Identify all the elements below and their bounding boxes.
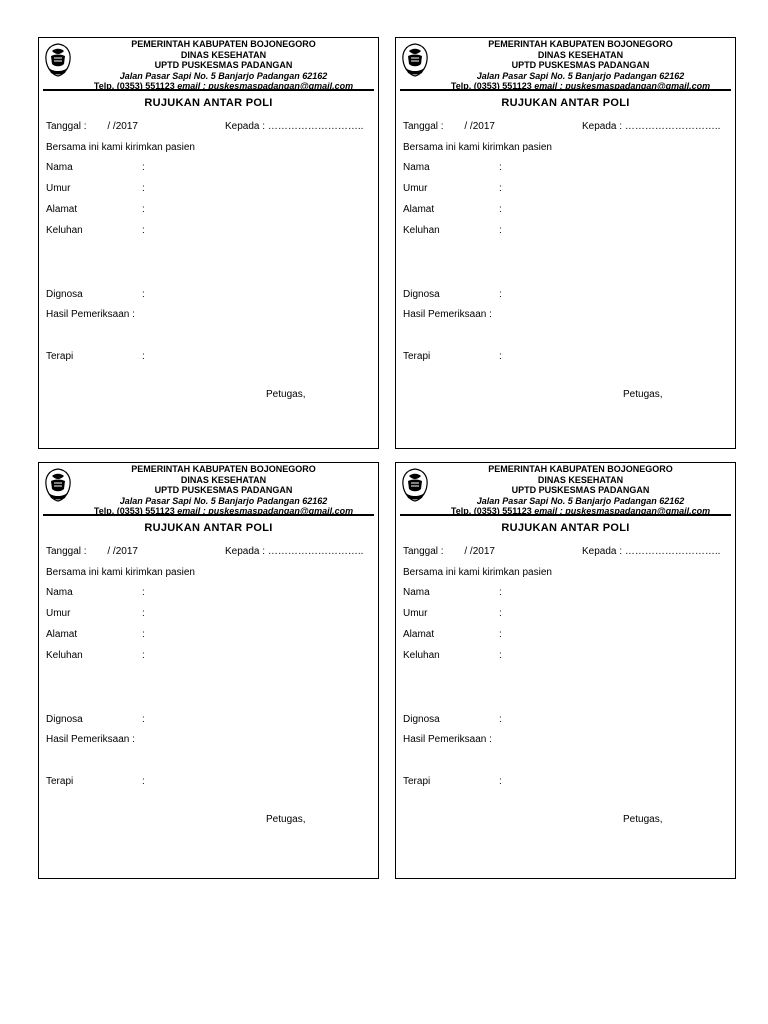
regency-emblem-icon <box>43 42 73 78</box>
letterhead-line-3: UPTD PUSKESMAS PADANGAN <box>154 485 293 495</box>
umur-label: Umur <box>403 183 428 194</box>
letterhead <box>430 464 731 517</box>
kepada-field[interactable]: Kepada : ……………………….. <box>582 121 721 132</box>
dignosa-row <box>46 714 145 725</box>
nama-colon: : <box>499 162 502 173</box>
umur-label: Umur <box>403 608 428 619</box>
keluhan-colon: : <box>142 225 145 236</box>
letterhead <box>73 464 374 517</box>
kepada-field[interactable]: Kepada : ……………………….. <box>225 121 364 132</box>
umur-row <box>46 608 145 619</box>
terapi-colon: : <box>142 351 145 362</box>
kepada-field[interactable]: Kepada : ……………………….. <box>582 546 721 557</box>
letterhead-line-2: DINAS KESEHATAN <box>537 474 624 485</box>
keluhan-row <box>46 225 145 236</box>
dignosa-label: Dignosa <box>403 714 440 725</box>
referral-form-top-right <box>395 37 736 449</box>
email-link[interactable]: puskesmaspadangan@gmail.com <box>208 506 354 516</box>
header-divider <box>43 514 374 516</box>
header-divider <box>400 89 731 91</box>
form-title: RUJUKAN ANTAR POLI <box>501 97 630 109</box>
dignosa-row <box>46 289 145 300</box>
dignosa-colon: : <box>499 289 502 300</box>
intro-text: Bersama ini kami kirimkan pasien <box>403 567 552 578</box>
tanggal-value[interactable]: / /2017 <box>464 546 495 557</box>
umur-label: Umur <box>46 183 71 194</box>
phone-text: Telp. (0353) 551123 <box>93 81 175 91</box>
terapi-label: Terapi <box>46 776 74 787</box>
letterhead-line-1: PEMERINTAH KABUPATEN BOJONEGORO <box>131 464 316 474</box>
terapi-row <box>46 776 145 787</box>
email-link[interactable]: puskesmaspadangan@gmail.com <box>565 506 711 516</box>
dignosa-label: Dignosa <box>46 714 83 725</box>
keluhan-colon: : <box>499 650 502 661</box>
referral-form-bottom-right <box>395 462 736 879</box>
keluhan-colon: : <box>499 225 502 236</box>
letterhead <box>73 39 374 92</box>
alamat-colon: : <box>499 204 502 215</box>
umur-label: Umur <box>46 608 71 619</box>
letterhead-line-3: UPTD PUSKESMAS PADANGAN <box>511 60 650 70</box>
regency-emblem-icon <box>400 42 430 78</box>
form-title: RUJUKAN ANTAR POLI <box>144 522 273 534</box>
umur-row <box>403 608 502 619</box>
tanggal-label: Tanggal : <box>46 121 87 132</box>
tanggal-row <box>46 121 138 132</box>
intro-text: Bersama ini kami kirimkan pasien <box>46 142 195 153</box>
alamat-row <box>46 629 145 640</box>
email-label: email : <box>177 506 206 516</box>
regency-emblem-icon <box>43 467 73 503</box>
nama-row <box>403 162 502 173</box>
tanggal-label: Tanggal : <box>46 546 87 557</box>
terapi-row <box>403 351 502 362</box>
tanggal-value[interactable]: / /2017 <box>107 546 138 557</box>
email-label: email : <box>177 81 206 91</box>
letterhead-line-3: UPTD PUSKESMAS PADANGAN <box>511 485 650 495</box>
terapi-colon: : <box>142 776 145 787</box>
dignosa-colon: : <box>142 289 145 300</box>
email-link[interactable]: puskesmaspadangan@gmail.com <box>565 81 711 91</box>
referral-form-bottom-left <box>38 462 379 879</box>
umur-colon: : <box>499 608 502 619</box>
nama-row <box>403 587 502 598</box>
header-divider <box>43 89 374 91</box>
alamat-colon: : <box>142 629 145 640</box>
keluhan-label: Keluhan <box>403 225 440 236</box>
alamat-label: Alamat <box>46 629 78 640</box>
tanggal-value[interactable]: / /2017 <box>464 121 495 132</box>
terapi-label: Terapi <box>46 351 74 362</box>
terapi-row <box>46 351 145 362</box>
petugas-signature-label: Petugas, <box>623 389 663 400</box>
phone-text: Telp. (0353) 551123 <box>450 81 532 91</box>
email-label: email : <box>534 81 563 91</box>
keluhan-row <box>403 650 502 661</box>
email-link[interactable]: puskesmaspadangan@gmail.com <box>208 81 354 91</box>
terapi-colon: : <box>499 776 502 787</box>
terapi-colon: : <box>499 351 502 362</box>
dignosa-row <box>403 289 502 300</box>
tanggal-row <box>403 546 495 557</box>
tanggal-label: Tanggal : <box>403 546 444 557</box>
hasil-pemeriksaan-row: Hasil Pemeriksaan : <box>403 734 492 745</box>
umur-colon: : <box>499 183 502 194</box>
hasil-pemeriksaan-row: Hasil Pemeriksaan : <box>403 309 492 320</box>
letterhead-address: Jalan Pasar Sapi No. 5 Banjarjo Padangan 62162 <box>119 495 328 506</box>
keluhan-colon: : <box>142 650 145 661</box>
nama-row <box>46 162 145 173</box>
keluhan-label: Keluhan <box>46 650 83 661</box>
phone-text: Telp. (0353) 551123 <box>450 506 532 516</box>
hasil-pemeriksaan-row: Hasil Pemeriksaan : <box>46 734 135 745</box>
alamat-row <box>46 204 145 215</box>
nama-label: Nama <box>403 587 430 598</box>
umur-colon: : <box>142 608 145 619</box>
form-title: RUJUKAN ANTAR POLI <box>144 97 273 109</box>
letterhead-line-1: PEMERINTAH KABUPATEN BOJONEGORO <box>488 39 673 49</box>
regency-emblem-icon <box>400 467 430 503</box>
letterhead-address: Jalan Pasar Sapi No. 5 Banjarjo Padangan 62162 <box>119 70 328 81</box>
nama-label: Nama <box>403 162 430 173</box>
nama-colon: : <box>142 587 145 598</box>
letterhead-line-1: PEMERINTAH KABUPATEN BOJONEGORO <box>488 464 673 474</box>
alamat-label: Alamat <box>403 629 435 640</box>
dignosa-label: Dignosa <box>46 289 83 300</box>
dignosa-colon: : <box>142 714 145 725</box>
form-title: RUJUKAN ANTAR POLI <box>501 522 630 534</box>
petugas-signature-label: Petugas, <box>266 814 306 825</box>
letterhead-line-2: DINAS KESEHATAN <box>180 474 267 485</box>
keluhan-row <box>403 225 502 236</box>
kepada-field[interactable]: Kepada : ……………………….. <box>225 546 364 557</box>
letterhead-line-1: PEMERINTAH KABUPATEN BOJONEGORO <box>131 39 316 49</box>
nama-colon: : <box>142 162 145 173</box>
nama-label: Nama <box>46 587 73 598</box>
umur-row <box>46 183 145 194</box>
phone-text: Telp. (0353) 551123 <box>93 506 175 516</box>
alamat-row <box>403 204 502 215</box>
umur-row <box>403 183 502 194</box>
header-divider <box>400 514 731 516</box>
tanggal-row <box>403 121 495 132</box>
petugas-signature-label: Petugas, <box>623 814 663 825</box>
alamat-label: Alamat <box>46 204 78 215</box>
tanggal-label: Tanggal : <box>403 121 444 132</box>
terapi-row <box>403 776 502 787</box>
petugas-signature-label: Petugas, <box>266 389 306 400</box>
dignosa-label: Dignosa <box>403 289 440 300</box>
tanggal-value[interactable]: / /2017 <box>107 121 138 132</box>
alamat-colon: : <box>499 629 502 640</box>
umur-colon: : <box>142 183 145 194</box>
alamat-label: Alamat <box>403 204 435 215</box>
dignosa-row <box>403 714 502 725</box>
tanggal-row <box>46 546 138 557</box>
referral-form-top-left <box>38 37 379 449</box>
keluhan-label: Keluhan <box>403 650 440 661</box>
terapi-label: Terapi <box>403 351 431 362</box>
alamat-row <box>403 629 502 640</box>
letterhead-address: Jalan Pasar Sapi No. 5 Banjarjo Padangan 62162 <box>476 495 685 506</box>
letterhead <box>430 39 731 92</box>
intro-text: Bersama ini kami kirimkan pasien <box>46 567 195 578</box>
nama-colon: : <box>499 587 502 598</box>
email-label: email : <box>534 506 563 516</box>
intro-text: Bersama ini kami kirimkan pasien <box>403 142 552 153</box>
letterhead-line-2: DINAS KESEHATAN <box>537 49 624 60</box>
keluhan-label: Keluhan <box>46 225 83 236</box>
hasil-pemeriksaan-row: Hasil Pemeriksaan : <box>46 309 135 320</box>
letterhead-address: Jalan Pasar Sapi No. 5 Banjarjo Padangan 62162 <box>476 70 685 81</box>
keluhan-row <box>46 650 145 661</box>
letterhead-line-3: UPTD PUSKESMAS PADANGAN <box>154 60 293 70</box>
terapi-label: Terapi <box>403 776 431 787</box>
dignosa-colon: : <box>499 714 502 725</box>
nama-label: Nama <box>46 162 73 173</box>
alamat-colon: : <box>142 204 145 215</box>
letterhead-line-2: DINAS KESEHATAN <box>180 49 267 60</box>
nama-row <box>46 587 145 598</box>
